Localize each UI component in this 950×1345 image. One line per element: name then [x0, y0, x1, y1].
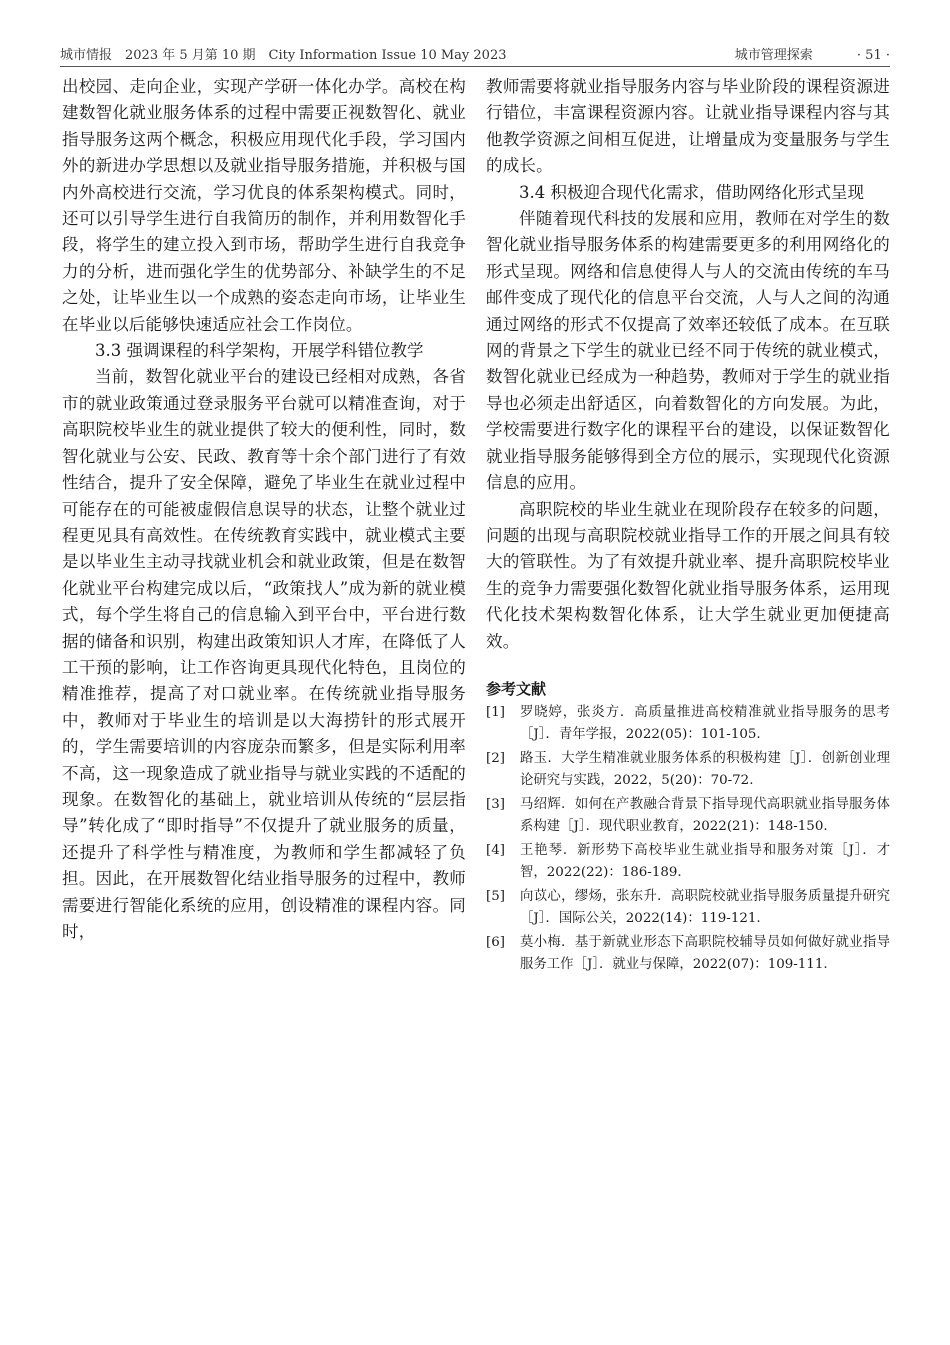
reference-number: [2]	[486, 750, 505, 766]
reference-list	[486, 702, 890, 977]
reference-text: 向苡心，缪炀，张东升．高职院校就业指导服务质量提升研究［J］．国际公关，2022(14)：119-121.	[520, 888, 890, 927]
paragraph: 高职院校的毕业生就业在现阶段存在较多的问题，问题的出现与高职院校就业指导工作的开展之间具有较大的管联性。为了有效提升就业率、提升高职院校毕业生的竞争力需要强化数智化就业指导服务体系，运用现代化技术架构数智化体系，让大学生就业更加便捷高效。	[486, 499, 890, 651]
paragraph: 出校园、走向企业，实现产学研一体化办学。高校在构建数智化就业服务体系的过程中需要正视数智化、就业指导服务这两个概念，积极应用现代化手段，学习国内外的新进办学思想以及就业指导服务措施，并积极与国内外高校进行交流，学习优良的体系架构模式。同时，还可以引导学生进行自我简历的制作，并利用数智化手段，将学生的建立投入到市场，帮助学生进行自我竞争力的分析，进而强化学生的优势部分、补缺学生的不足之处，让毕业生以一个成熟的姿态走向市场，让毕业生在毕业以后能够快速适应社会工作岗位。	[62, 77, 466, 334]
reference-number: [6]	[486, 934, 505, 950]
left-column	[62, 74, 466, 945]
running-header	[60, 40, 890, 67]
reference-text: 路玉．大学生精准就业服务体系的积极构建［J］．创新创业理论研究与实践，2022，5(20)：70-72.	[520, 750, 890, 789]
reference-number: [3]	[486, 796, 505, 812]
page-number: · 51 ·	[856, 48, 890, 63]
reference-text: 王艳琴．新形势下高校毕业生就业指导和服务对策［J］．才智，2022(22)：186-189.	[520, 842, 890, 881]
reference-number: [5]	[486, 888, 505, 904]
paragraph: 教师需要将就业指导服务内容与毕业阶段的课程资源进行错位，丰富课程资源内容。让就业指导课程内容与其他教学资源之间相互促进，让增量成为变量服务与学生的成长。	[486, 77, 890, 176]
references-title: 参考文献	[486, 679, 547, 698]
reference-item	[486, 702, 890, 747]
paragraph: 当前，数智化就业平台的建设已经相对成熟，各省市的就业政策通过登录服务平台就可以精准查询，对于高职院校毕业生的就业提供了较大的便利性，同时，数智化就业与公安、民政、教育等十余个部门进行了有效性结合，提升了安全保障，避免了毕业生在就业过程中可能存在的可能被虚假信息误导的状态，让整个就业过程更见具有高效性。在传统教育实践中，就业模式主要是以毕业生主动寻找就业机会和就业政策，但是在数智化就业平台构建完成以后，“政策找人”成为新的就业模式，每个学生将自己的信息输入到平台中，平台进行数据的储备和识别，构建出政策知识人才库，在降低了人工干预的影响，让工作咨询更具现代化特色，且岗位的精准推荐，提高了对口就业率。在传统就业指导服务中，教师对于毕业生的培训是以大海捞针的形式展开的，学生需要培训的内容庞杂而繁多，但是实际利用率不高，这一现象造成了就业指导与就业实践的不适配的现象。在数智化的基础上，就业培训从传统的“层层指导”转化成了“即时指导”不仅提升了就业服务的质量，还提升了科学性与精准度，为教师和学生都减轻了负担。因此，在开展数智化结业指导服务的过程中，教师需要进行智能化系统的应用，创设精准的课程内容。同时，	[62, 367, 466, 941]
paragraph: 伴随着现代科技的发展和应用，教师在对学生的数智化就业指导服务体系的构建需要更多的利用网络化的形式呈现。网络和信息使得人与人的交流由传统的车马邮件变成了现代化的信息平台交流，人与人之间的沟通通过网络的形式不仅提高了效率还较低了成本。在互联网的背景之下学生的就业已经不同于传统的就业模式，数智化就业已经成为一种趋势，教师对于学生的就业指导也必须走出舒适区，向着数智化的方向发展。为此，学校需要进行数字化的课程平台的建设，以保证数智化就业指导服务能够得到全方位的展示，实现现代化资源信息的应用。	[486, 209, 890, 493]
reference-text: 马绍辉．如何在产教融合背景下指导现代高职就业指导服务体系构建［J］．现代职业教育，2022(21)：148-150.	[520, 796, 890, 835]
right-column	[486, 74, 890, 977]
reference-item	[486, 840, 890, 885]
reference-item	[486, 886, 890, 931]
journal-info: 城市情报 2023 年 5 月第 10 期 City Information Issue 10 May 2023	[60, 48, 507, 63]
section-heading: 3.4 积极迎合现代化需求，借助网络化形式呈现	[519, 182, 864, 202]
reference-text: 罗晓婷，张炎方．高质量推进高校精准就业指导服务的思考［J］．青年学报，2022(05)：101-105.	[520, 704, 890, 743]
reference-item	[486, 932, 890, 977]
section-name: 城市管理探索	[734, 48, 813, 63]
section-heading: 3.3 强调课程的科学架构，开展学科错位教学	[95, 341, 424, 361]
reference-item	[486, 748, 890, 793]
reference-number: [4]	[486, 842, 505, 858]
header-right	[695, 44, 890, 63]
reference-number: [1]	[486, 704, 505, 720]
reference-text: 莫小梅．基于新就业形态下高职院校辅导员如何做好就业指导服务工作［J］．就业与保障，2022(07)：109-111.	[520, 934, 890, 973]
reference-item	[486, 794, 890, 839]
